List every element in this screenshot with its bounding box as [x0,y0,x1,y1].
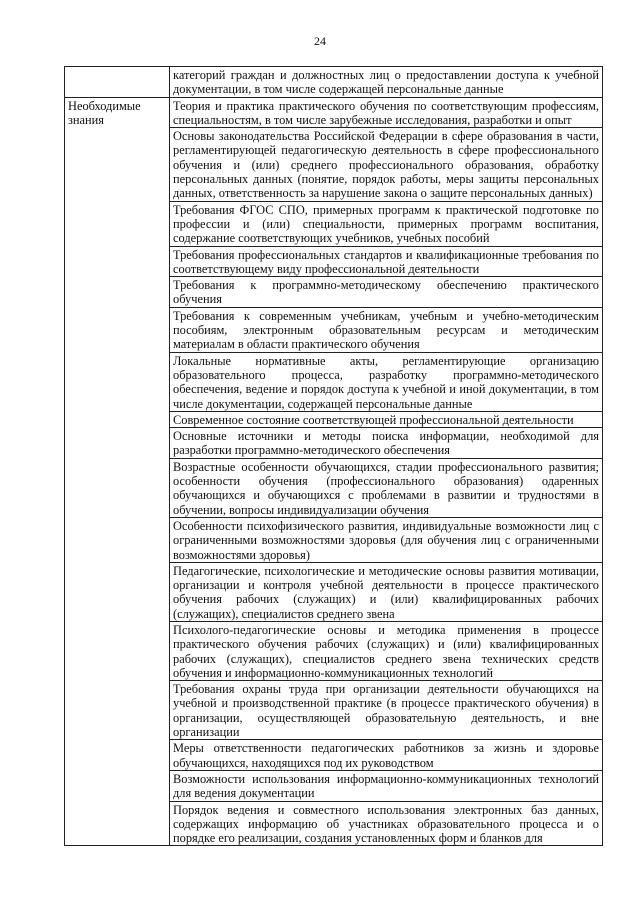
knowledge-item: Требования к современным учебникам, учебным и учебно-методическим пособиям, электронным образовательным ресурсам и методическим материалам в области практического обучения [170,307,603,352]
knowledge-item: Требования ФГОС СПО, примерных программ к практической подготовке по профессии и (или) специальности, примерных программ воспитания, содержание соответствующих учебников, учебных пособий [170,201,603,246]
knowledge-item: Порядок ведения и совместного использования электронных баз данных, содержащих информацию об участниках образовательного процесса и о порядке его реализации, создания установленных форм и бланков для [170,801,603,846]
page-number: 24 [314,34,326,48]
knowledge-item: Локальные нормативные акты, регламентирующие организацию образовательного процесса, разработку программно-методического обеспечения, ведение и порядок доступа к учебной и иной документации, в том числе документации, содержащей персональные данные [170,352,603,411]
continuation-text: категорий граждан и должностных лиц о предоставлении доступа к учебной документации, в том числе содержащей персональные данные [170,67,603,98]
section-label: Необходимые знания [65,97,170,846]
knowledge-item: Возможности использования информационно-коммуникационных технологий для ведения документации [170,770,603,801]
continuation-row [65,67,603,98]
knowledge-item: Требования профессиональных стандартов и квалификационные требования по соответствующему виду профессиональной деятельности [170,246,603,277]
knowledge-row [65,97,603,128]
knowledge-item: Педагогические, психологические и методические основы развития мотивации, организации и контроля учебной деятельности в процессе практического обучения рабочих (служащих) и (или) квалифицированных рабочих (служащих), специалистов среднего звена [170,562,603,621]
knowledge-table [64,66,603,846]
knowledge-item: Меры ответственности педагогических работников за жизнь и здоровье обучающихся, находящихся под их руководством [170,740,603,771]
knowledge-item: Требования охраны труда при организации деятельности обучающихся на учебной и производственной практике (в процессе практического обучения) в организации, осуществляющей образовательную деятельность, и вне организации [170,681,603,740]
continuation-label-cell [65,67,170,98]
knowledge-item: Психолого-педагогические основы и методика применения в процессе практического обучения рабочих (служащих) и (или) квалифицированных рабочих (служащих), специалистов среднего звена технических средств обучения и информационно-коммуникационных технологий [170,621,603,680]
knowledge-item: Требования к программно-методическому обеспечению практического обучения [170,277,603,308]
knowledge-item: Теория и практика практического обучения по соответствующим профессиям, специальностям, в том числе зарубежные исследования, разработки и опыт [170,97,603,128]
knowledge-item: Возрастные особенности обучающихся, стадии профессионального развития; особенности обучения (профессионального образования) одаренных обучающихся и обучающихся с проблемами в развитии и трудностями в обучении, вопросы индивидуализации обучения [170,458,603,517]
knowledge-item: Особенности психофизического развития, индивидуальные возможности лиц с ограниченными возможностями здоровья (для обучения лиц с ограниченными возможностями здоровья) [170,517,603,562]
knowledge-table-body [65,67,603,846]
knowledge-item: Основы законодательства Российской Федерации в сфере образования в части, регламентирующей педагогическую деятельность в сфере профессионального обучения и (или) среднего профессионального образования, обработку персональных данных (понятие, порядок работы, меры защиты персональных данных, ответственность за нарушение закона о защите персональных данных) [170,128,603,201]
knowledge-item: Основные источники и методы поиска информации, необходимой для разработки программно-методического обеспечения [170,428,603,459]
knowledge-item: Современное состояние соответствующей профессиональной деятельности [170,411,603,427]
